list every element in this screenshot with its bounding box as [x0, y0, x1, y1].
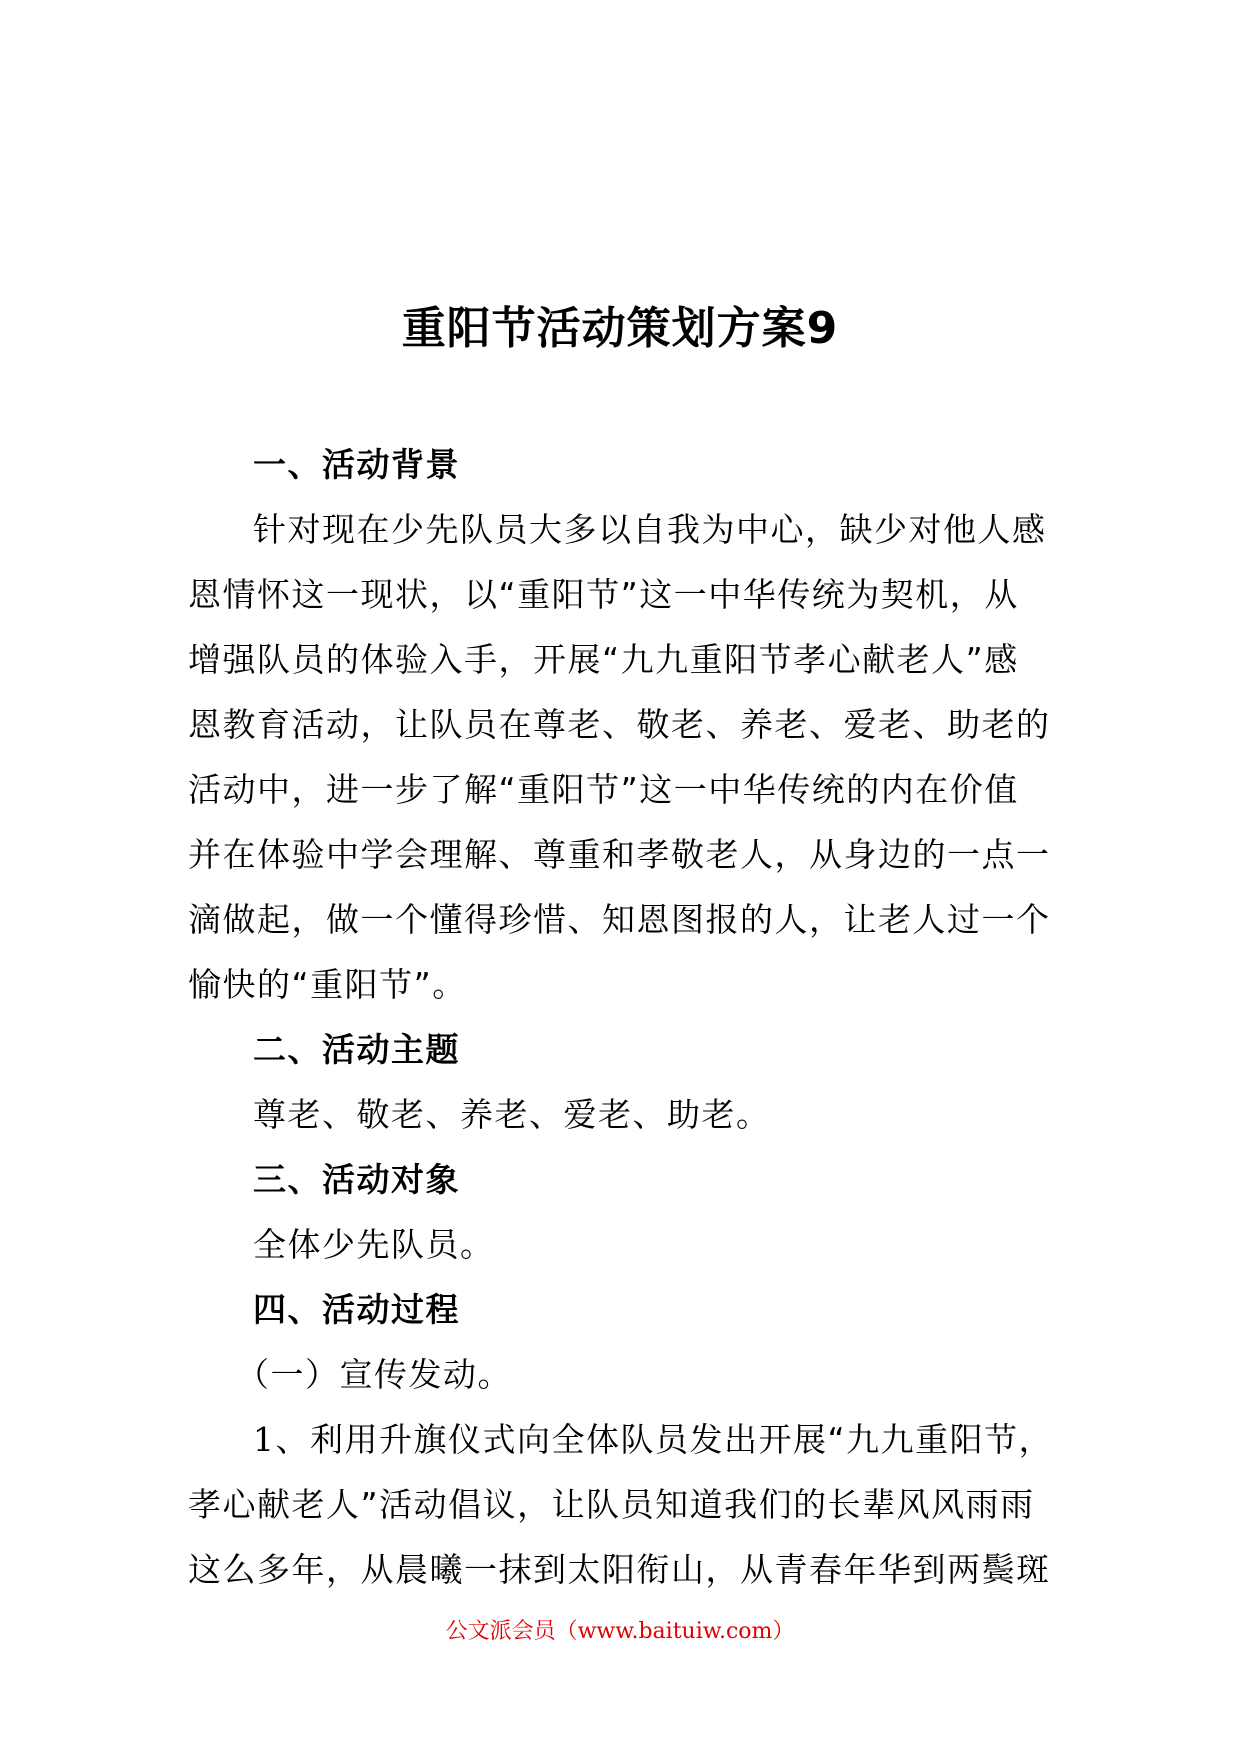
paragraph-line: 尊老、敬老、养老、爱老、助老。	[253, 1095, 771, 1134]
paragraph-line: 孝心献老人”活动倡议，让队员知道我们的长辈风风雨雨	[188, 1485, 1035, 1524]
section-heading-theme: 二、活动主题	[253, 1030, 460, 1069]
paragraph-line: 滴做起，做一个懂得珍惜、知恩图报的人，让老人过一个	[188, 900, 1051, 939]
subsection-heading: （一）宣传发动。	[236, 1355, 512, 1394]
paragraph-line: 并在体验中学会理解、尊重和孝敬老人，从身边的一点一	[188, 835, 1051, 874]
paragraph-line: 活动中，进一步了解“重阳节”这一中华传统的内在价值	[188, 770, 1019, 809]
paragraph-line: 这么多年，从晨曦一抹到太阳衔山，从青春年华到两鬓斑	[188, 1550, 1051, 1589]
item-text: 、利用升旗仪式向全体队员发出开展“九九重阳节，	[275, 1420, 1054, 1459]
paragraph-line: 全体少先队员。	[253, 1225, 495, 1264]
paragraph-line: 针对现在少先队员大多以自我为中心，缺少对他人感	[253, 510, 1047, 549]
document-title: 重阳节活动策划方案9	[401, 303, 839, 354]
section-heading-background: 一、活动背景	[253, 445, 460, 484]
item-number: 1	[253, 1420, 276, 1459]
document-body	[188, 432, 1054, 1602]
paragraph-line: 恩教育活动，让队员在尊老、敬老、养老、爱老、助老的	[188, 705, 1051, 744]
paragraph-line: 增强队员的体验入手，开展“九九重阳节孝心献老人”感	[188, 640, 1019, 679]
paragraph-line: 愉快的“重阳节”。	[188, 965, 467, 1004]
section-heading-process: 四、活动过程	[253, 1290, 460, 1329]
numbered-item-line	[188, 1407, 1054, 1472]
footer-watermark: 公文派会员（www.baituiw.com）	[445, 1619, 795, 1644]
paragraph-line: 恩情怀这一现状，以“重阳节”这一中华传统为契机，从	[188, 575, 1019, 614]
section-heading-audience: 三、活动对象	[253, 1160, 460, 1199]
